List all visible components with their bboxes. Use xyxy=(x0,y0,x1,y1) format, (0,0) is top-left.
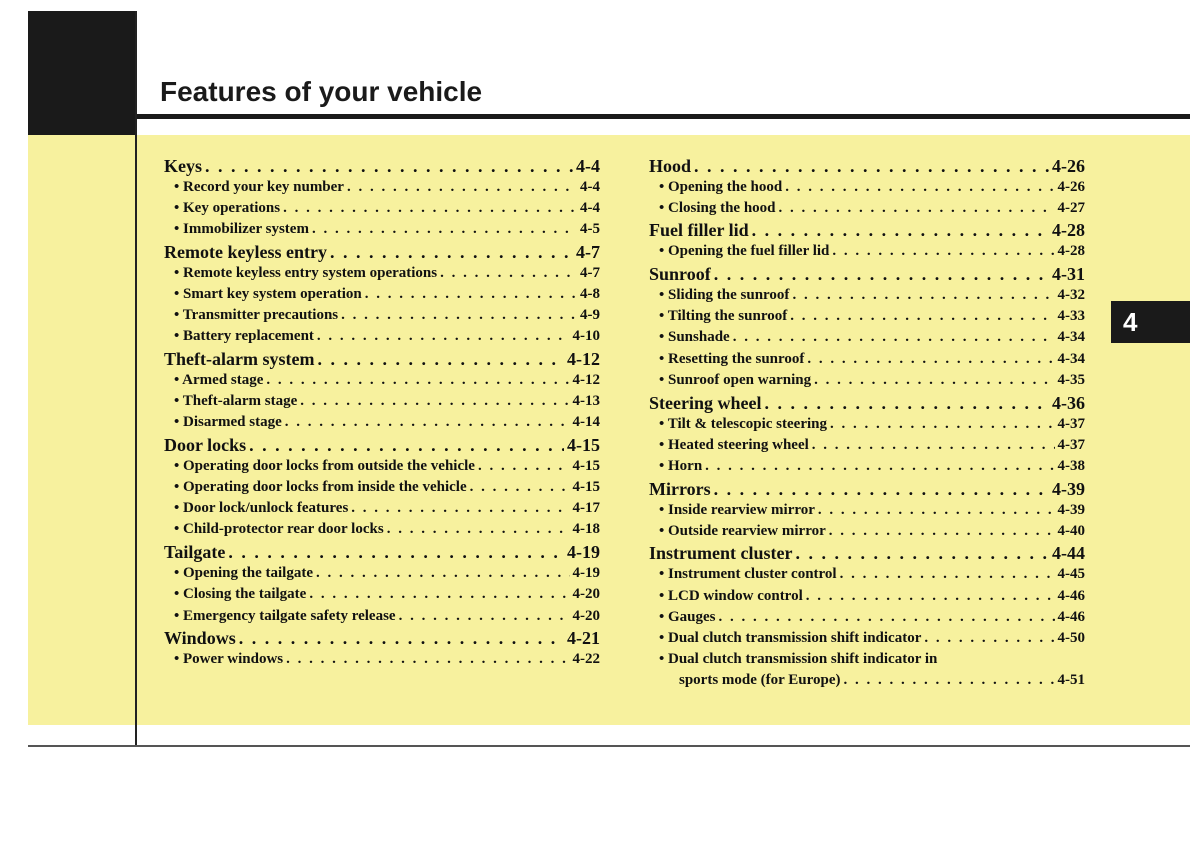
toc-page-number: 4-35 xyxy=(1057,371,1085,388)
toc-entry-label: • Instrument cluster control xyxy=(659,566,837,583)
toc-entry-label: • Resetting the sunroof xyxy=(659,350,805,367)
toc-leader-dots xyxy=(714,478,1049,500)
toc-subentry[interactable] xyxy=(649,456,1085,477)
toc-subentry[interactable] xyxy=(164,284,600,305)
toc-entry-label: • Operating door locks from outside the vehicle xyxy=(174,457,475,474)
toc-page-number: 4-36 xyxy=(1052,392,1085,413)
toc-leader-dots xyxy=(478,456,570,477)
toc-leader-dots xyxy=(285,412,570,433)
toc-page-number: 4-17 xyxy=(572,500,600,517)
toc-subentry[interactable] xyxy=(164,305,600,326)
toc-leader-dots xyxy=(387,519,570,540)
toc-subentry[interactable] xyxy=(164,219,600,240)
toc-entry-label: • Emergency tailgate safety release xyxy=(174,607,396,624)
toc-page-number: 4-39 xyxy=(1057,501,1085,518)
toc-leader-dots xyxy=(806,586,1055,607)
toc-entry-label: • Disarmed stage xyxy=(174,414,282,431)
toc-page-number: 4-8 xyxy=(580,285,600,302)
toc-subentry[interactable] xyxy=(164,498,600,519)
toc-subentry[interactable] xyxy=(164,649,600,670)
toc-subentry[interactable] xyxy=(164,456,600,477)
toc-subentry[interactable] xyxy=(649,285,1085,306)
toc-entry-label: • Immobilizer system xyxy=(174,220,309,237)
toc-leader-dots xyxy=(365,284,577,305)
toc-entry-label: • Opening the hood xyxy=(659,178,783,195)
toc-entry-label: • LCD window control xyxy=(659,587,803,604)
toc-entry-label: Door locks xyxy=(164,434,247,455)
toc-entry-label: • Door lock/unlock features xyxy=(174,500,349,517)
toc-entry-label: Mirrors xyxy=(649,478,711,499)
toc-leader-dots xyxy=(764,392,1049,414)
toc-section-entry[interactable] xyxy=(164,434,600,456)
toc-leader-dots xyxy=(330,241,573,263)
toc-subentry[interactable] xyxy=(649,500,1085,521)
toc-subentry[interactable] xyxy=(649,198,1085,219)
toc-entry-label: Fuel filler lid xyxy=(649,220,749,241)
toc-section-entry[interactable] xyxy=(164,627,600,649)
chapter-tab[interactable] xyxy=(1111,301,1190,343)
toc-entry-label: • Transmitter precautions xyxy=(174,306,339,323)
toc-page-number: 4-12 xyxy=(567,348,600,369)
toc-leader-dots xyxy=(792,285,1054,306)
toc-entry-label: • Horn xyxy=(659,457,703,474)
toc-leader-dots xyxy=(785,177,1054,198)
toc-subentry[interactable] xyxy=(164,326,600,347)
toc-page-number: 4-4 xyxy=(580,178,600,195)
toc-page-number: 4-51 xyxy=(1057,672,1085,689)
bottom-rule xyxy=(28,745,1190,747)
toc-leader-dots xyxy=(341,305,577,326)
toc-leader-dots xyxy=(249,434,564,456)
toc-column-left xyxy=(164,154,600,670)
toc-entry-label: • Armed stage xyxy=(174,371,264,388)
toc-subentry[interactable] xyxy=(649,370,1085,391)
toc-page-number: 4-33 xyxy=(1057,308,1085,325)
toc-section-entry[interactable] xyxy=(164,241,600,263)
toc-page-number: 4-21 xyxy=(567,628,600,649)
toc-leader-dots xyxy=(752,219,1049,241)
toc-leader-dots xyxy=(312,219,577,240)
toc-page-number: 4-12 xyxy=(572,371,600,388)
toc-entry-label: • Sunshade xyxy=(659,329,730,346)
toc-subentry[interactable] xyxy=(649,414,1085,435)
header-black-block xyxy=(28,11,136,135)
toc-leader-dots xyxy=(719,607,1055,628)
toc-entry-label: • Closing the tailgate xyxy=(174,586,307,603)
toc-section-entry[interactable] xyxy=(649,263,1085,285)
toc-subentry[interactable] xyxy=(649,327,1085,348)
toc-page-number: 4-26 xyxy=(1057,178,1085,195)
toc-leader-dots xyxy=(779,198,1055,219)
toc-page-number: 4-37 xyxy=(1057,415,1085,432)
toc-entry-label: • Closing the hood xyxy=(659,199,776,216)
toc-page-number: 4-26 xyxy=(1052,155,1085,176)
toc-leader-dots xyxy=(733,327,1055,348)
toc-subentry[interactable] xyxy=(649,435,1085,456)
toc-section-entry[interactable] xyxy=(164,155,600,177)
toc-page-number: 4-9 xyxy=(580,306,600,323)
toc-leader-dots xyxy=(470,477,570,498)
toc-leader-dots xyxy=(830,414,1055,435)
toc-leader-dots xyxy=(807,349,1054,370)
toc-page-number: 4-32 xyxy=(1057,287,1085,304)
title-rule xyxy=(136,114,1190,119)
toc-page-number: 4-31 xyxy=(1052,264,1085,285)
toc-leader-dots xyxy=(347,177,577,198)
toc-section-entry[interactable] xyxy=(649,478,1085,500)
toc-leader-dots xyxy=(818,500,1055,521)
toc-leader-dots xyxy=(812,435,1055,456)
toc-leader-dots xyxy=(829,521,1055,542)
toc-subentry[interactable] xyxy=(164,177,600,198)
toc-subentry[interactable] xyxy=(649,564,1085,585)
toc-leader-dots xyxy=(300,391,569,412)
toc-page-number: 4-13 xyxy=(572,393,600,409)
toc-leader-dots xyxy=(309,584,569,605)
toc-leader-dots xyxy=(440,263,577,284)
toc-page-number: 4-44 xyxy=(1052,543,1085,564)
toc-page-number: 4-20 xyxy=(572,586,600,603)
toc-entry-label: Instrument cluster xyxy=(649,543,793,564)
toc-leader-dots xyxy=(317,348,564,370)
toc-entry-label: • Heated steering wheel xyxy=(659,436,809,453)
toc-entry-label: • Tilting the sunroof xyxy=(659,308,788,325)
toc-section-entry[interactable] xyxy=(649,392,1085,414)
toc-page-number: 4-45 xyxy=(1057,566,1085,583)
toc-entry-label: • Record your key number xyxy=(174,178,344,195)
toc-leader-dots xyxy=(205,155,573,177)
toc-page-number: 4-14 xyxy=(572,414,600,431)
toc-page-number: 4-34 xyxy=(1057,350,1085,367)
toc-subentry[interactable] xyxy=(649,628,1085,649)
toc-page-number: 4-22 xyxy=(572,651,600,668)
toc-leader-dots xyxy=(840,564,1055,585)
toc-entry-label: • Operating door locks from inside the vehicle xyxy=(174,479,467,496)
toc-leader-dots xyxy=(317,326,570,347)
chapter-number: 4 xyxy=(1123,306,1138,337)
toc-page-number: 4-38 xyxy=(1057,457,1085,474)
toc-leader-dots xyxy=(351,498,569,519)
toc-subentry[interactable] xyxy=(164,370,600,391)
toc-page-number: 4-46 xyxy=(1057,587,1085,604)
toc-entry-label: • Smart key system operation xyxy=(174,285,362,302)
toc-page-number: 4-37 xyxy=(1057,436,1085,453)
toc-entry-label: • Remote keyless entry system operations xyxy=(174,264,438,281)
toc-subentry[interactable] xyxy=(649,306,1085,327)
toc-entry-label: Keys xyxy=(164,155,202,176)
toc-page-number: 4-15 xyxy=(567,434,600,455)
toc-subentry[interactable] xyxy=(164,263,600,284)
toc-leader-dots xyxy=(795,542,1049,564)
toc-subentry[interactable] xyxy=(164,584,600,605)
toc-entry-label: sports mode (for Europe) xyxy=(679,672,841,689)
toc-entry-label: • Sliding the sunroof xyxy=(659,287,790,304)
toc-entry-label: Windows xyxy=(164,628,236,649)
toc-section-entry[interactable] xyxy=(164,348,600,370)
toc-page-number: 4-28 xyxy=(1057,243,1085,260)
toc-entry-label: Remote keyless entry xyxy=(164,241,327,262)
toc-leader-dots xyxy=(399,606,570,627)
toc-leader-dots xyxy=(714,263,1049,285)
toc-column-right xyxy=(649,154,1085,692)
toc-entry-label: Steering wheel xyxy=(649,392,762,413)
toc-subentry[interactable] xyxy=(164,391,600,412)
toc-leader-dots xyxy=(844,670,1055,691)
toc-entry-label: Tailgate xyxy=(164,542,226,563)
toc-page-number: 4-7 xyxy=(576,241,600,262)
toc-entry-label: Theft-alarm system xyxy=(164,348,315,369)
toc-subentry[interactable] xyxy=(649,349,1085,370)
toc-leader-dots xyxy=(694,155,1049,177)
toc-page-number: 4-4 xyxy=(576,155,600,176)
toc-page-number: 4-46 xyxy=(1057,608,1085,625)
toc-page-number: 4-28 xyxy=(1052,220,1085,241)
toc-subentry[interactable] xyxy=(164,606,600,627)
toc-section-entry[interactable] xyxy=(649,219,1085,241)
toc-page-number: 4-40 xyxy=(1057,522,1085,539)
toc-page-number: 4-34 xyxy=(1057,329,1085,346)
toc-entry-label: • Sunroof open warning xyxy=(659,371,812,388)
toc-entry-label: • Gauges xyxy=(659,608,716,625)
toc-leader-dots xyxy=(228,541,564,563)
toc-entry-label: • Battery replacement xyxy=(174,328,314,345)
toc-leader-dots xyxy=(705,456,1054,477)
toc-leader-dots xyxy=(266,370,569,391)
toc-page-number: 4-10 xyxy=(572,328,600,345)
toc-leader-dots xyxy=(814,370,1054,391)
toc-entry-label: • Key operations xyxy=(174,199,281,216)
toc-page-number: 4-7 xyxy=(580,264,600,281)
toc-subentry[interactable] xyxy=(164,477,600,498)
toc-subentry[interactable] xyxy=(649,521,1085,542)
toc-entry-label: • Outside rearview mirror xyxy=(659,522,826,539)
toc-page-number: 4-39 xyxy=(1052,478,1085,499)
toc-entry-label: • Child-protector rear door locks xyxy=(174,521,384,538)
toc-leader-dots xyxy=(283,198,577,219)
toc-entry-label: • Opening the fuel filler lid xyxy=(659,243,830,260)
toc-subentry[interactable] xyxy=(164,198,600,219)
margin-rule xyxy=(135,11,137,747)
toc-leader-dots xyxy=(286,649,569,670)
toc-page-number: 4-20 xyxy=(572,607,600,624)
toc-leader-dots xyxy=(790,306,1054,327)
toc-entry-label: • Power windows xyxy=(174,651,284,668)
page-title: Features of your vehicle xyxy=(160,76,483,107)
toc-page-number: 4-19 xyxy=(572,565,600,582)
toc-leader-dots xyxy=(316,563,570,584)
toc-subentry[interactable] xyxy=(164,519,600,540)
toc-subentry[interactable] xyxy=(649,670,1085,691)
toc-subentry[interactable] xyxy=(649,177,1085,198)
toc-entry-label: • Opening the tailgate xyxy=(174,565,313,582)
toc-page-number: 4-4 xyxy=(580,199,600,216)
toc-section-entry[interactable] xyxy=(164,541,600,563)
toc-entry-label: • Theft-alarm stage xyxy=(174,393,298,409)
toc-entry-label: • Dual clutch transmission shift indicator xyxy=(659,630,922,646)
toc-subentry[interactable] xyxy=(164,563,600,584)
toc-leader-dots xyxy=(239,627,564,649)
toc-subentry[interactable] xyxy=(649,586,1085,607)
toc-subentry[interactable] xyxy=(649,607,1085,628)
toc-page-number: 4-19 xyxy=(567,542,600,563)
toc-entry-label: Hood xyxy=(649,155,692,176)
toc-page-number: 4-15 xyxy=(572,479,600,496)
toc-entry-label: Sunroof xyxy=(649,264,711,285)
toc-subentry[interactable] xyxy=(649,649,1085,670)
toc-page-number: 4-18 xyxy=(572,521,600,538)
toc-leader-dots xyxy=(924,628,1054,649)
toc-page-number: 4-27 xyxy=(1057,199,1085,216)
toc-subentry[interactable] xyxy=(164,412,600,433)
toc-entry-label: • Dual clutch transmission shift indicator in xyxy=(659,651,938,668)
toc-subentry[interactable] xyxy=(649,241,1085,262)
toc-page-number: 4-50 xyxy=(1057,630,1085,646)
toc-section-entry[interactable] xyxy=(649,155,1085,177)
toc-page-number: 4-5 xyxy=(580,220,600,237)
toc-section-entry[interactable] xyxy=(649,542,1085,564)
toc-page-number: 4-15 xyxy=(572,457,600,474)
toc-entry-label: • Inside rearview mirror xyxy=(659,501,815,518)
toc-entry-label: • Tilt & telescopic steering xyxy=(659,415,827,432)
toc-leader-dots xyxy=(832,241,1054,262)
